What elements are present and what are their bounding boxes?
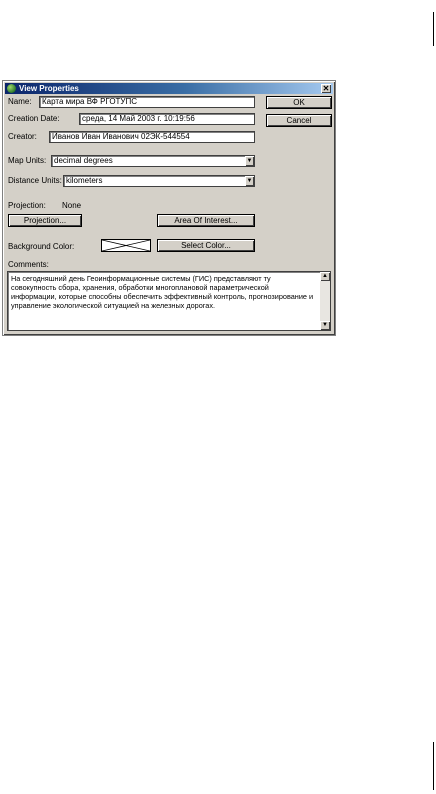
comments-label: Comments:: [8, 260, 49, 269]
globe-icon: [7, 84, 16, 93]
creator-label: Creator:: [8, 132, 37, 141]
dialog-title: View Properties: [19, 84, 79, 93]
background-color-swatch: [101, 239, 151, 252]
distance-units-label: Distance Units:: [8, 176, 62, 185]
area-of-interest-button[interactable]: Area Of Interest...: [157, 214, 255, 227]
no-color-cross-icon: [102, 240, 150, 251]
cancel-button[interactable]: Cancel: [266, 114, 332, 127]
map-units-label: Map Units:: [8, 156, 47, 165]
projection-value: None: [62, 201, 82, 210]
background-color-label: Background Color:: [8, 242, 75, 251]
name-label: Name:: [8, 97, 32, 106]
view-properties-dialog: [2, 80, 336, 336]
select-color-button[interactable]: Select Color...: [157, 239, 255, 252]
ok-button[interactable]: OK: [266, 96, 332, 109]
projection-button[interactable]: Projection...: [8, 214, 82, 227]
comments-text: На сегодняшний день Геоинформационные системы (ГИС) представляют ту совокупность сбора, хранения, обработки многоплановой параметрической информации, которые способны обеспечить эффективный контроль, прогнозирование и управление экологической ситуацией на железных дорогах.: [11, 274, 314, 310]
creation-date-field[interactable]: среда, 14 Май 2003 г. 10:19:56: [79, 113, 255, 125]
map-units-select[interactable]: [51, 155, 255, 167]
chevron-down-icon[interactable]: ▼: [246, 178, 253, 184]
scroll-down-icon[interactable]: ▼: [320, 321, 330, 330]
projection-label: Projection:: [8, 201, 46, 210]
close-button[interactable]: ✕: [322, 84, 330, 93]
comments-textarea[interactable]: [7, 271, 331, 331]
map-units-value: decimal degrees: [54, 156, 113, 165]
page-edge-mark-top: [433, 12, 434, 46]
page-edge-mark-bottom: [433, 742, 434, 790]
title-bar[interactable]: [5, 83, 333, 94]
comments-scrollbar[interactable]: [320, 272, 330, 330]
scroll-up-icon[interactable]: ▲: [320, 272, 330, 281]
creation-date-label: Creation Date:: [8, 114, 60, 123]
name-field[interactable]: Карта мира ВФ РГОТУПС: [39, 96, 255, 108]
distance-units-value: kilometers: [66, 176, 103, 185]
chevron-down-icon[interactable]: ▼: [246, 158, 253, 164]
creator-field[interactable]: Иванов Иван Иванович 02ЭК-544554: [49, 131, 255, 143]
distance-units-select[interactable]: [63, 175, 255, 187]
